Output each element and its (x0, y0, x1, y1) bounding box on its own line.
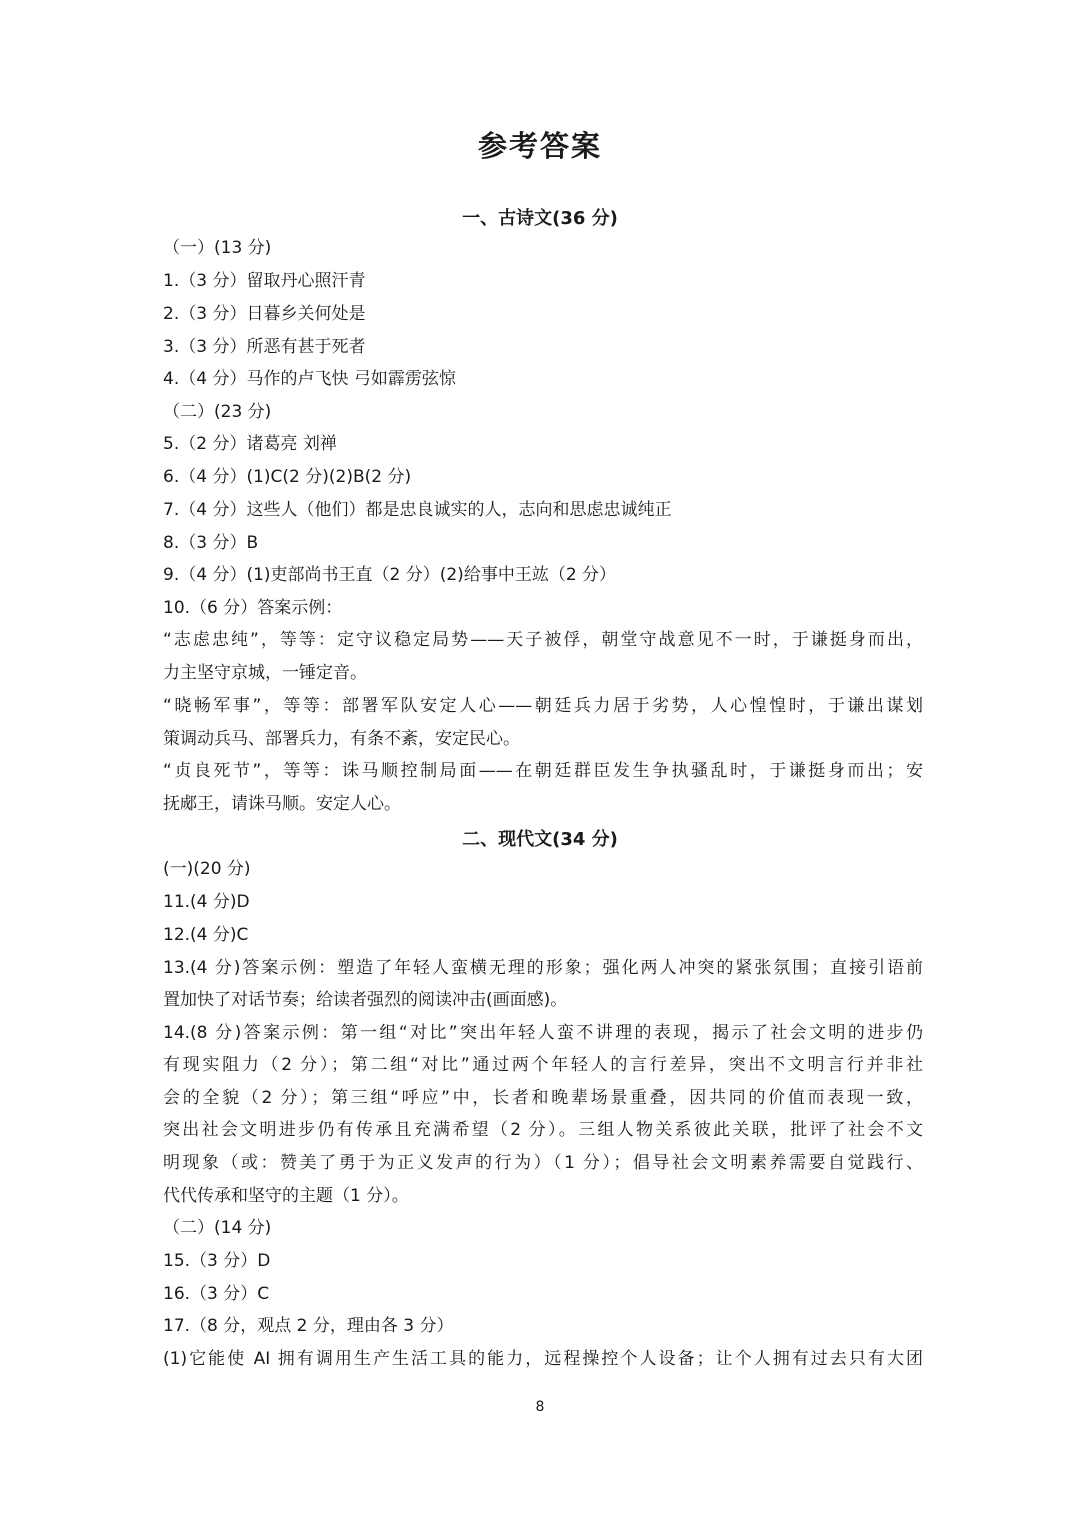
answer-line: 17.（8 分，观点 2 分，理由各 3 分） (163, 1316, 454, 1336)
answer-line: 7.（4 分）这些人（他们）都是忠良诚实的人，志向和思虑忠诚纯正 (163, 500, 672, 520)
answer-line: 5.（2 分）诸葛亮 刘禅 (163, 434, 337, 454)
page-number: 8 (535, 1399, 545, 1415)
answer-line: 15.（3 分）D (163, 1251, 271, 1271)
answer-line: 11.(4 分)D (163, 892, 250, 912)
section-heading-modern: 二、现代文(34 分) (462, 829, 618, 850)
subsection-label: （二）(14 分) (163, 1218, 272, 1238)
subsection-label: (一)(20 分) (163, 859, 251, 879)
answer-paragraph-line: 会的全貌（2 分）；第三组“呼应”中，长者和晚辈场景重叠，因共同的价值而表现一致， (163, 1088, 923, 1108)
answer-line: 16.（3 分）C (163, 1284, 270, 1304)
answer-paragraph-line: 置加快了对话节奏；给读者强烈的阅读冲击(画面感)。 (163, 990, 568, 1010)
answer-paragraph-line: 力主坚守京城，一锤定音。 (163, 663, 367, 683)
answer-paragraph-line: 14.(8 分)答案示例：第一组“对比”突出年轻人蛮不讲理的表现，揭示了社会文明的进步仍 (163, 1023, 923, 1043)
answer-line: 8.（3 分）B (163, 533, 259, 553)
answer-line: 9.（4 分）(1)吏部尚书王直（2 分）(2)给事中王竑（2 分） (163, 565, 617, 585)
subsection-label: （一）(13 分) (163, 238, 272, 258)
answer-line: 6.（4 分）(1)C(2 分)(2)B(2 分) (163, 467, 412, 487)
answer-paragraph-line: 代代传承和坚守的主题（1 分）。 (163, 1186, 409, 1206)
answer-line: 3.（3 分）所恶有甚于死者 (163, 337, 366, 357)
answer-line: 1.（3 分）留取丹心照汗青 (163, 271, 366, 291)
page-title: 参考答案 (477, 129, 602, 163)
answer-paragraph-line: 策调动兵马、部署兵力，有条不紊，安定民心。 (163, 729, 520, 749)
section-heading-classical: 一、古诗文(36 分) (462, 208, 618, 229)
answer-paragraph-line: “贞良死节”，等等：诛马顺控制局面——在朝廷群臣发生争执骚乱时，于谦挺身而出；安 (163, 761, 923, 781)
subsection-label: （二）(23 分) (163, 402, 272, 422)
answer-line: 2.（3 分）日暮乡关何处是 (163, 304, 366, 324)
answer-paragraph-line: 突出社会文明进步仍有传承且充满希望（2 分）。三组人物关系彼此关联，批评了社会不文 (163, 1120, 923, 1140)
answer-line: 12.(4 分)C (163, 925, 249, 945)
answer-paragraph-line: (1)它能使 AI 拥有调用生产生活工具的能力，远程操控个人设备；让个人拥有过去只有大团 (163, 1349, 923, 1369)
answer-paragraph-line: 13.(4 分)答案示例：塑造了年轻人蛮横无理的形象；强化两人冲突的紧张氛围；直接引语前 (163, 958, 923, 978)
answer-paragraph-line: 明现象（或：赞美了勇于为正义发声的行为）（1 分）；倡导社会文明素养需要自觉践行、 (163, 1153, 923, 1173)
answer-paragraph-line: 有现实阻力（2 分）；第二组“对比”通过两个年轻人的言行差异，突出不文明言行并非社 (163, 1055, 923, 1075)
answer-paragraph-line: “晓畅军事”，等等：部署军队安定人心——朝廷兵力居于劣势，人心惶惶时，于谦出谋划 (163, 696, 923, 716)
answer-line: 10.（6 分）答案示例： (163, 598, 343, 618)
answer-line: 4.（4 分）马作的卢飞快 弓如霹雳弦惊 (163, 369, 456, 389)
answer-paragraph-line: “志虑忠纯”，等等：定守议稳定局势——天子被俘，朝堂守战意见不一时，于谦挺身而出， (163, 630, 923, 650)
answer-paragraph-line: 抚郕王，请诛马顺。安定人心。 (163, 794, 401, 814)
